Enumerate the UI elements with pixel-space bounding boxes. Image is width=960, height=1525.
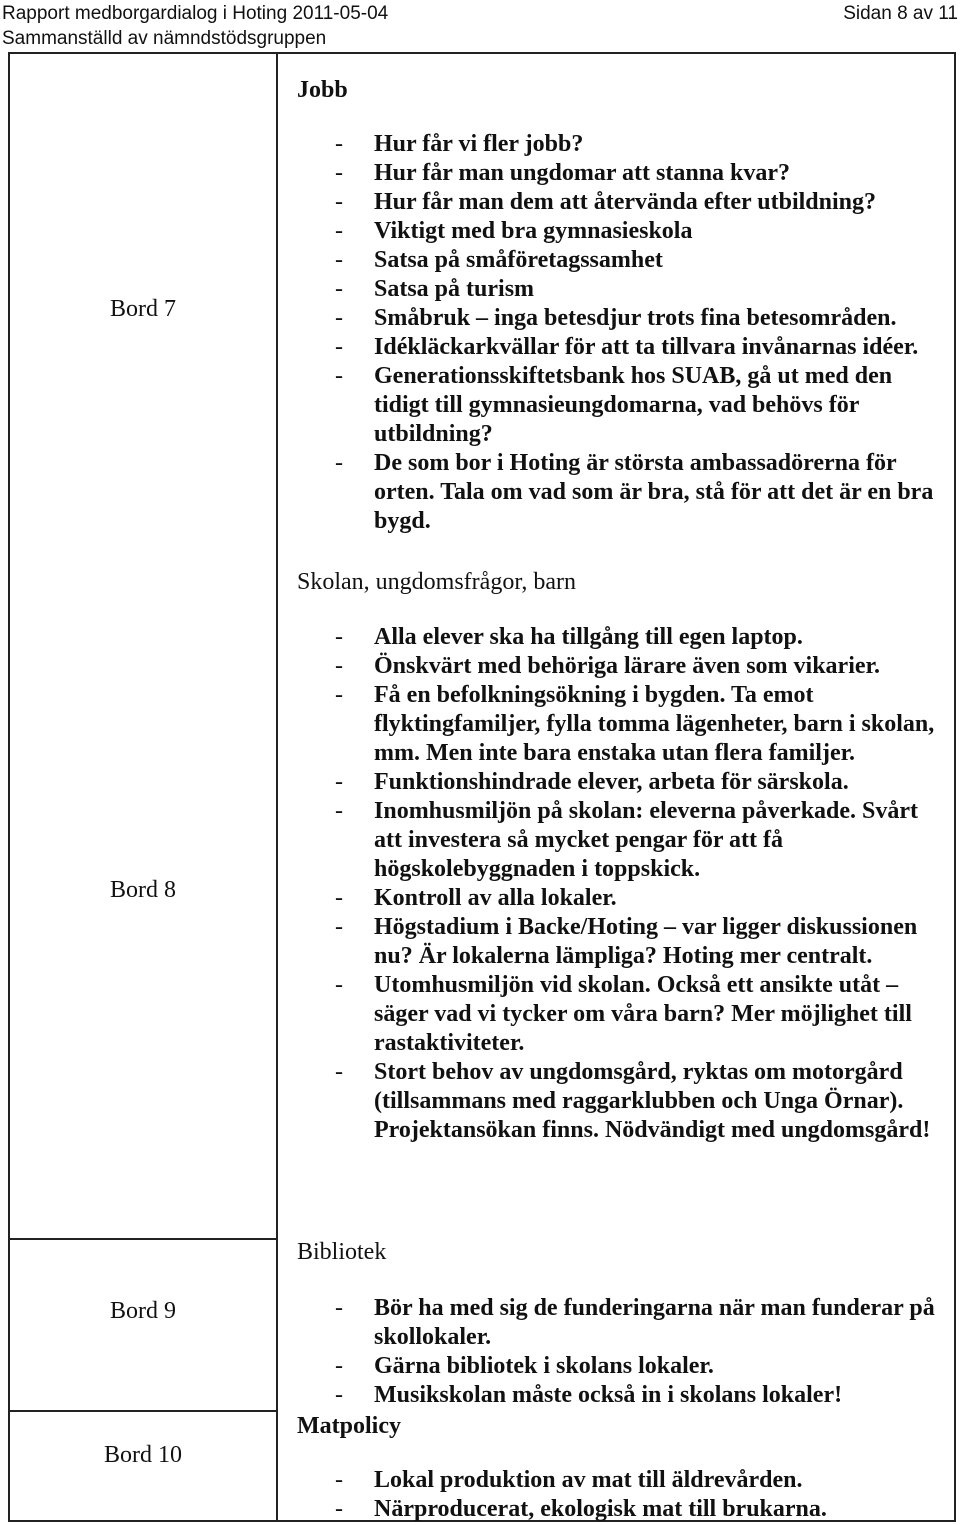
list-item: - Högstadium i Backe/Hoting – var ligger diskussionen nu? Är lokalerna lämpliga? Hoting mer centralt. (297, 913, 947, 971)
row-label-bord-9: Bord 9 (110, 1298, 176, 1324)
row-label-bord-8: Bord 8 (110, 877, 176, 903)
list-item: - Viktigt med bra gymnasieskola (297, 217, 947, 246)
list-skolan (297, 623, 947, 1145)
list-item: - Stort behov av ungdomsgård, ryktas om motorgård (tillsammans med raggarklubben och Unga Örnar). Projektansökan finns. Nödvändigt med ungdomsgård! (297, 1058, 947, 1145)
row-divider (8, 1238, 278, 1240)
list-item: - Hur får man ungdomar att stanna kvar? (297, 159, 947, 188)
list-item: - Önskvärt med behöriga lärare även som vikarier. (297, 652, 947, 681)
row-label-bord-10: Bord 10 (104, 1442, 182, 1468)
section-heading-jobb: Jobb (297, 77, 348, 103)
list-item: - Funktionshindrade elever, arbeta för särskola. (297, 768, 947, 797)
list-item: - Få en befolkningsökning i bygden. Ta emot flyktingfamiljer, fylla tomma lägenheter, barn i skolan, mm. Men inte bara enstaka utan flera familjer. (297, 681, 947, 768)
list-item: - Kontroll av alla lokaler. (297, 884, 947, 913)
row-label-bord-7: Bord 7 (110, 296, 176, 322)
section-heading-bibliotek: Bibliotek (297, 1239, 387, 1265)
list-item: - Inomhusmiljön på skolan: eleverna påverkade. Svårt att investera så mycket pengar för att få högskolebyggnaden i toppskick. (297, 797, 947, 884)
list-matpolicy (297, 1466, 947, 1524)
list-item: - Generationsskiftetsbank hos SUAB, gå ut med den tidigt till gymnasieungdomarna, vad behövs för utbildning? (297, 362, 947, 449)
list-item: - Alla elever ska ha tillgång till egen laptop. (297, 623, 947, 652)
list-item: - Satsa på turism (297, 275, 947, 304)
list-item: - Bör ha med sig de funderingarna när man funderar på skollokaler. (297, 1294, 947, 1352)
list-item: - De som bor i Hoting är största ambassadörerna för orten. Tala om vad som är bra, stå för att det är en bra bygd. (297, 449, 947, 536)
list-item: - Utomhusmiljön vid skolan. Också ett ansikte utåt – säger vad vi tycker om våra barn? Mer möjlighet till rastaktiviteter. (297, 971, 947, 1058)
report-subtitle: Sammanställd av nämndstödsgruppen (2, 28, 327, 49)
list-item: - Satsa på småföretagssamhet (297, 246, 947, 275)
list-item: - Lokal produktion av mat till äldrevården. (297, 1466, 947, 1495)
list-item: - Gärna bibliotek i skolans lokaler. (297, 1352, 947, 1381)
list-jobb (297, 130, 947, 536)
list-item: - Idékläckarkvällar för att ta tillvara invånarnas idéer. (297, 333, 947, 362)
page-header (0, 0, 960, 52)
list-item: - Småbruk – inga betesdjur trots fina betesområden. (297, 304, 947, 333)
list-item: - Hur får vi fler jobb? (297, 130, 947, 159)
section-heading-skolan: Skolan, ungdomsfrågor, barn (297, 569, 576, 595)
list-item: - Musikskolan måste också in i skolans lokaler! (297, 1381, 947, 1410)
list-item: - Hur får man dem att återvända efter utbildning? (297, 188, 947, 217)
section-heading-matpolicy: Matpolicy (297, 1413, 401, 1439)
report-title: Rapport medborgardialog i Hoting 2011-05-04 (2, 3, 389, 24)
row-divider (8, 1410, 278, 1412)
page-number: Sidan 8 av 11 (843, 3, 958, 24)
list-bibliotek (297, 1294, 947, 1410)
list-item: - Närproducerat, ekologisk mat till brukarna. (297, 1495, 947, 1524)
